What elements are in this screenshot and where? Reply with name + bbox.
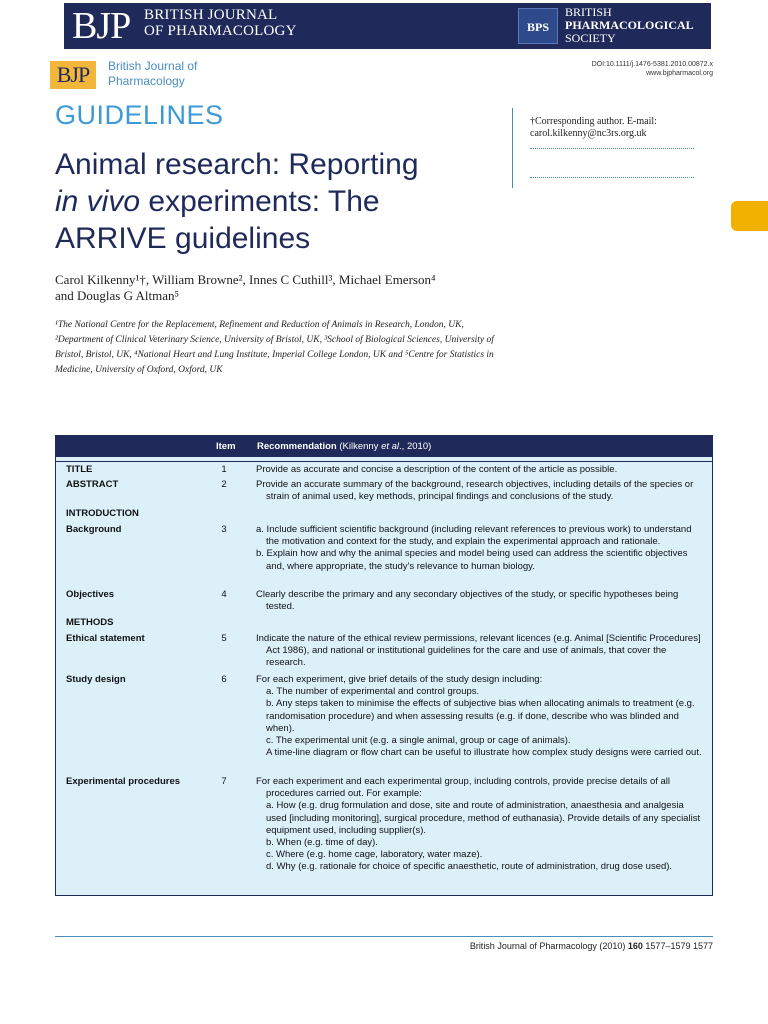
- dotted-rule: [530, 148, 694, 149]
- affiliations: ¹The National Centre for the Replacement, Refinement and Reduction of Animals in Research, London, UK, ²Department of Clinical Veterinary Science, University of Bristol, UK, ³School of Biological Sciences, University of Bristol, Bristol, UK, ⁴National Heart and Lung Institute, Imperial College London, UK and ⁵Centre for Statistics in Medicine, University of Oxford, Oxford, UK: [55, 320, 494, 375]
- column-header-item: Item: [216, 441, 236, 452]
- journal-subtitle: British Journal of Pharmacology: [108, 59, 198, 88]
- dotted-rule: [530, 177, 694, 178]
- arrive-table: [55, 435, 713, 896]
- section-tab: [731, 201, 768, 231]
- website-link[interactable]: www.bjpharmacol.org: [646, 70, 713, 77]
- bjp-logo: BJP: [72, 5, 131, 47]
- column-header-recommendation: Recommendation (Kilkenny et al., 2010): [257, 441, 432, 452]
- journal-name: BRITISH JOURNAL OF PHARMACOLOGY: [144, 7, 297, 39]
- author-list: Carol Kilkenny¹†, William Browne², Innes C Cuthill³, Michael Emerson⁴ and Douglas G Altman⁵: [55, 272, 436, 303]
- column-divider: [512, 108, 513, 188]
- article-title: Animal research: Reporting in vivo experiments: The ARRIVE guidelines: [55, 148, 419, 255]
- corresponding-author: †Corresponding author. E-mail: carol.kilkenny@nc3rs.org.uk: [530, 116, 657, 139]
- table-rule: [56, 461, 712, 462]
- bjp-small-logo: BJP: [50, 61, 96, 89]
- footer-rule: [55, 936, 713, 937]
- journal-banner: [64, 3, 711, 49]
- section-label: GUIDELINES: [55, 100, 224, 130]
- doi-link[interactable]: DOI:10.1111/j.1476-5381.2010.00872.x: [591, 61, 713, 68]
- corresponding-email[interactable]: carol.kilkenny@nc3rs.org.uk: [530, 128, 647, 139]
- bps-logo: BPS: [518, 8, 558, 44]
- page-footer: British Journal of Pharmacology (2010) 160 1577–1579 1577: [469, 941, 713, 951]
- doi-block: [592, 60, 713, 78]
- table-body: TITLE 1 Provide as accurate and concise a description of the content of the article as possible. ABSTRACT 2 Provide an accurate summary of the background, research objectives, including details of the species or strain of animal used, key methods, principal findings and conclusions of the study. INTRODUCTION Background 3 a. Include sufficient scientific background (including relevant references to previous work) to understand the motivation and context for the study, and explain the experimental approach and rationale. b. Explain how and why the animal species and model being used can address the scientific objectives and, where appropriate, the study's relevance to human biology. Objectives 4 Clearly describe the primary and any secondary objectives of the study, or specific hypotheses being tested. METHODS Ethical statement 5 Indicate the nature of the ethical review permissions, relevant licences (e.g. Animal [Scientific Procedures] Act 1986), and national or institutional guidelines for the care and use of animals, that cover the research. Study design 6 For each experiment, give brief details of the study design including: a. The number of experimental and control groups. b. Any steps taken to minimise the effects of subjective bias when allocating animals to treatment (e.g. randomisation procedure) and when assessing results (e.g. if done, describe who was blinded and when). c. The experimental unit (e.g. a single animal, group or cage of animals). A time-line diagram or flow chart can be useful to illustrate how complex study designs were carried out. Experimental procedures 7 For each experiment and each experimental group, including controls, provide precise details of all procedures carried out. For example: a. How (e.g. drug formulation and dose, site and route of administration, anaesthesia and analgesia used [including monitoring], surgical procedure, method of euthanasia). Provide details of any specialist equipment used, including supplier(s). b. When (e.g. time of day). c. Where (e.g. home cage, laboratory, water maze). d. Why (e.g. rationale for choice of specific anaesthetic, route of administration, drug dose used).: [56, 457, 712, 895]
- society-name: BRITISH PHARMACOLOGICAL SOCIETY: [565, 5, 694, 45]
- table-header: [56, 436, 712, 457]
